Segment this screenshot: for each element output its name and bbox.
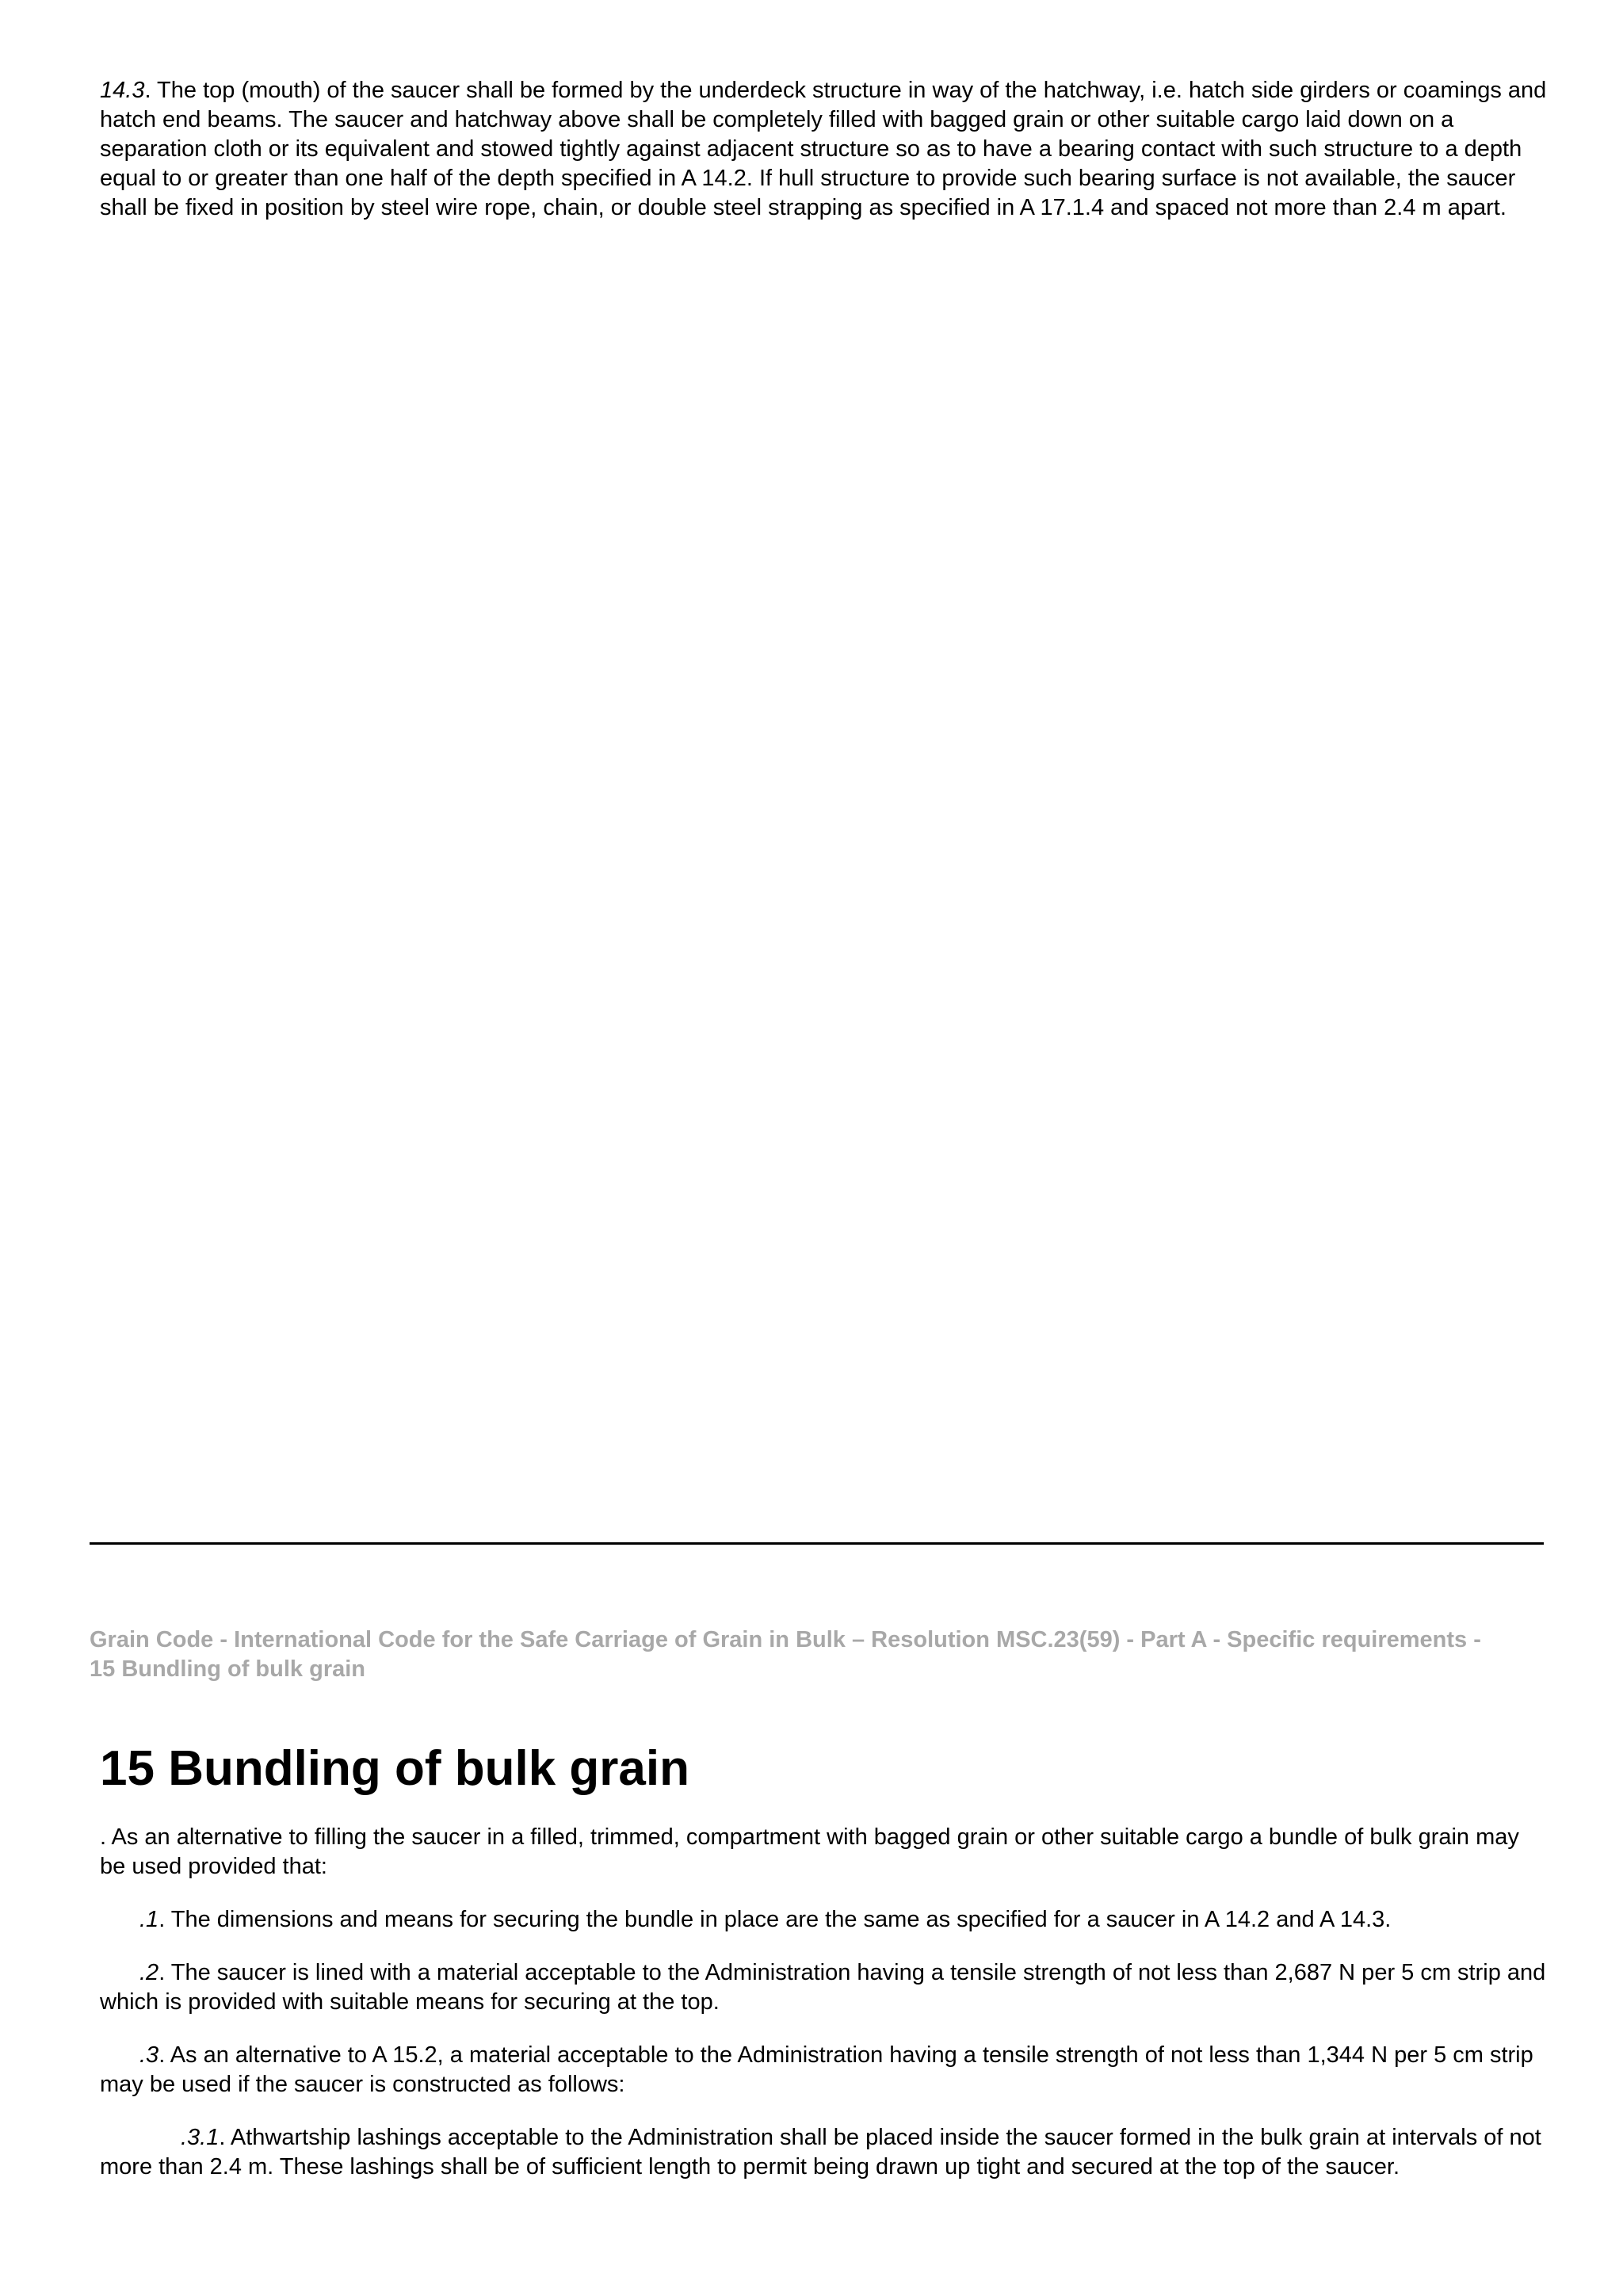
list-item-15-1 — [100, 1905, 1550, 1935]
item-text: . Athwartship lashings acceptable to the Administration shall be placed inside the saucer formed in the bulk grain at intervals of not more than 2.4 m. These lashings shall be of sufficient length to permit being drawn up tight and secured at the top of the saucer. — [100, 2125, 1541, 2179]
item-text: . The saucer is lined with a material acceptable to the Administration having a tensile strength of not less than 2,687 N per 5 cm strip and which is provided with suitable means for securing at the top. — [100, 1960, 1546, 2015]
list-item-15-2 — [100, 1958, 1550, 2017]
item-number: .1 — [139, 1907, 159, 1932]
item-text: . The dimensions and means for securing the bundle in place are the same as specified for a saucer in A 14.2 and A 14.3. — [158, 1907, 1392, 1932]
paragraph-text: . The top (mouth) of the saucer shall be formed by the underdeck structure in way of the hatchway, i.e. hatch side girders or coamings and hatch end beams. The saucer and hatchway above shall be completely filled with bagged grain or other suitable cargo laid down on a separation cloth or its equivalent and stowed tightly against adjacent structure so as to have a bearing contact with such structure to a depth equal to or greater than one half of the depth specified in A 14.2. If hull structure to provide such bearing surface is not available, the saucer shall be fixed in position by steel wire rope, chain, or double steel strapping as specified in A 17.1.4 and spaced not more than 2.4 m apart. — [100, 78, 1547, 220]
section-heading: 15 Bundling of bulk grain — [100, 1741, 689, 1796]
item-text: . As an alternative to A 15.2, a material acceptable to the Administration having a tensile strength of not less than 1,344 N per 5 cm strip may be used if the saucer is constructed as follows: — [100, 2042, 1533, 2097]
item-number: .2 — [139, 1960, 159, 1985]
list-item-15-3-1 — [100, 2123, 1550, 2182]
paragraph-number: 14.3 — [100, 78, 145, 103]
breadcrumb: Grain Code - International Code for the Safe Carriage of Grain in Bulk – Resolution MSC.23(59) - Part A - Specific requirements - 15 Bundling of bulk grain — [90, 1627, 1481, 1682]
page-divider — [90, 1542, 1544, 1545]
list-item-15-3 — [100, 2041, 1550, 2099]
item-number: .3.1 — [181, 2125, 220, 2150]
item-number: .3 — [139, 2042, 159, 2068]
paragraph-14-3 — [100, 76, 1550, 223]
paragraph-15-intro: . As an alternative to filling the saucer in a filled, trimmed, compartment with bagged grain or other suitable cargo a bundle of bulk grain may be used provided that: — [100, 1824, 1519, 1879]
